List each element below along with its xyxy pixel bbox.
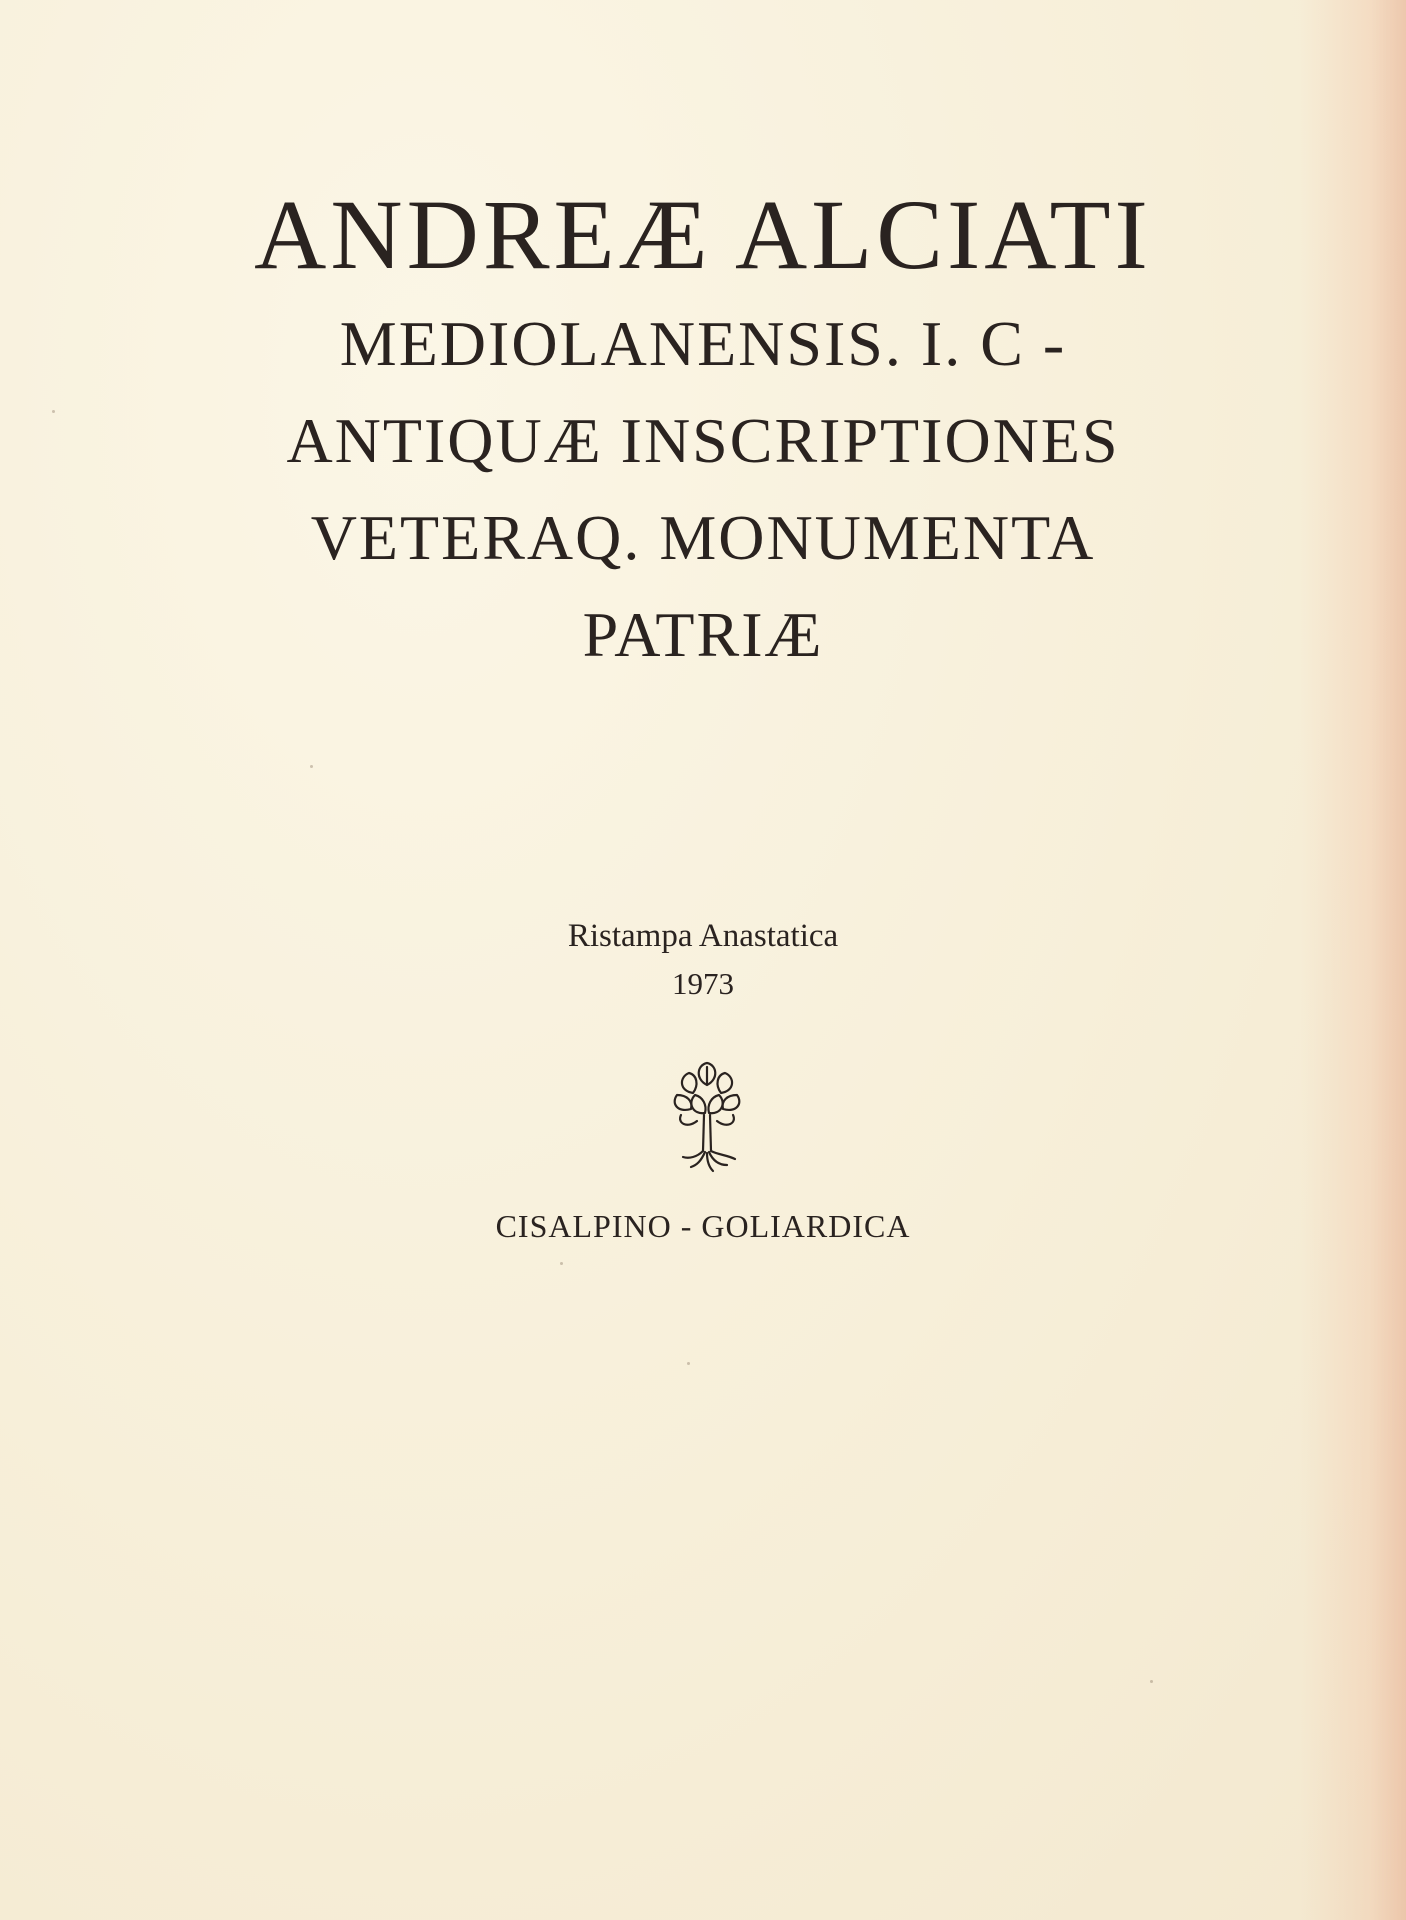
title-block [0, 175, 1406, 683]
tree-icon [667, 1055, 747, 1175]
paper-speck [1150, 1680, 1153, 1683]
paper-speck [560, 1262, 563, 1265]
paper-speck [310, 765, 313, 768]
title-line-4: PATRIÆ [582, 599, 824, 670]
title-line-3: VETERAQ. MONUMENTA [310, 502, 1096, 573]
author-name: ANDREÆ ALCIATI [254, 179, 1152, 290]
edition-note: Ristampa Anastatica [567, 918, 839, 954]
publisher-name: CISALPINO - GOLIARDICA [495, 1208, 911, 1244]
edition-year: 1973 [672, 966, 734, 1001]
title-line-2: ANTIQUÆ INSCRIPTIONES [286, 405, 1120, 476]
paper-speck [687, 1362, 690, 1365]
title-line-1: MEDIOLANENSIS. I. C - [339, 308, 1067, 379]
